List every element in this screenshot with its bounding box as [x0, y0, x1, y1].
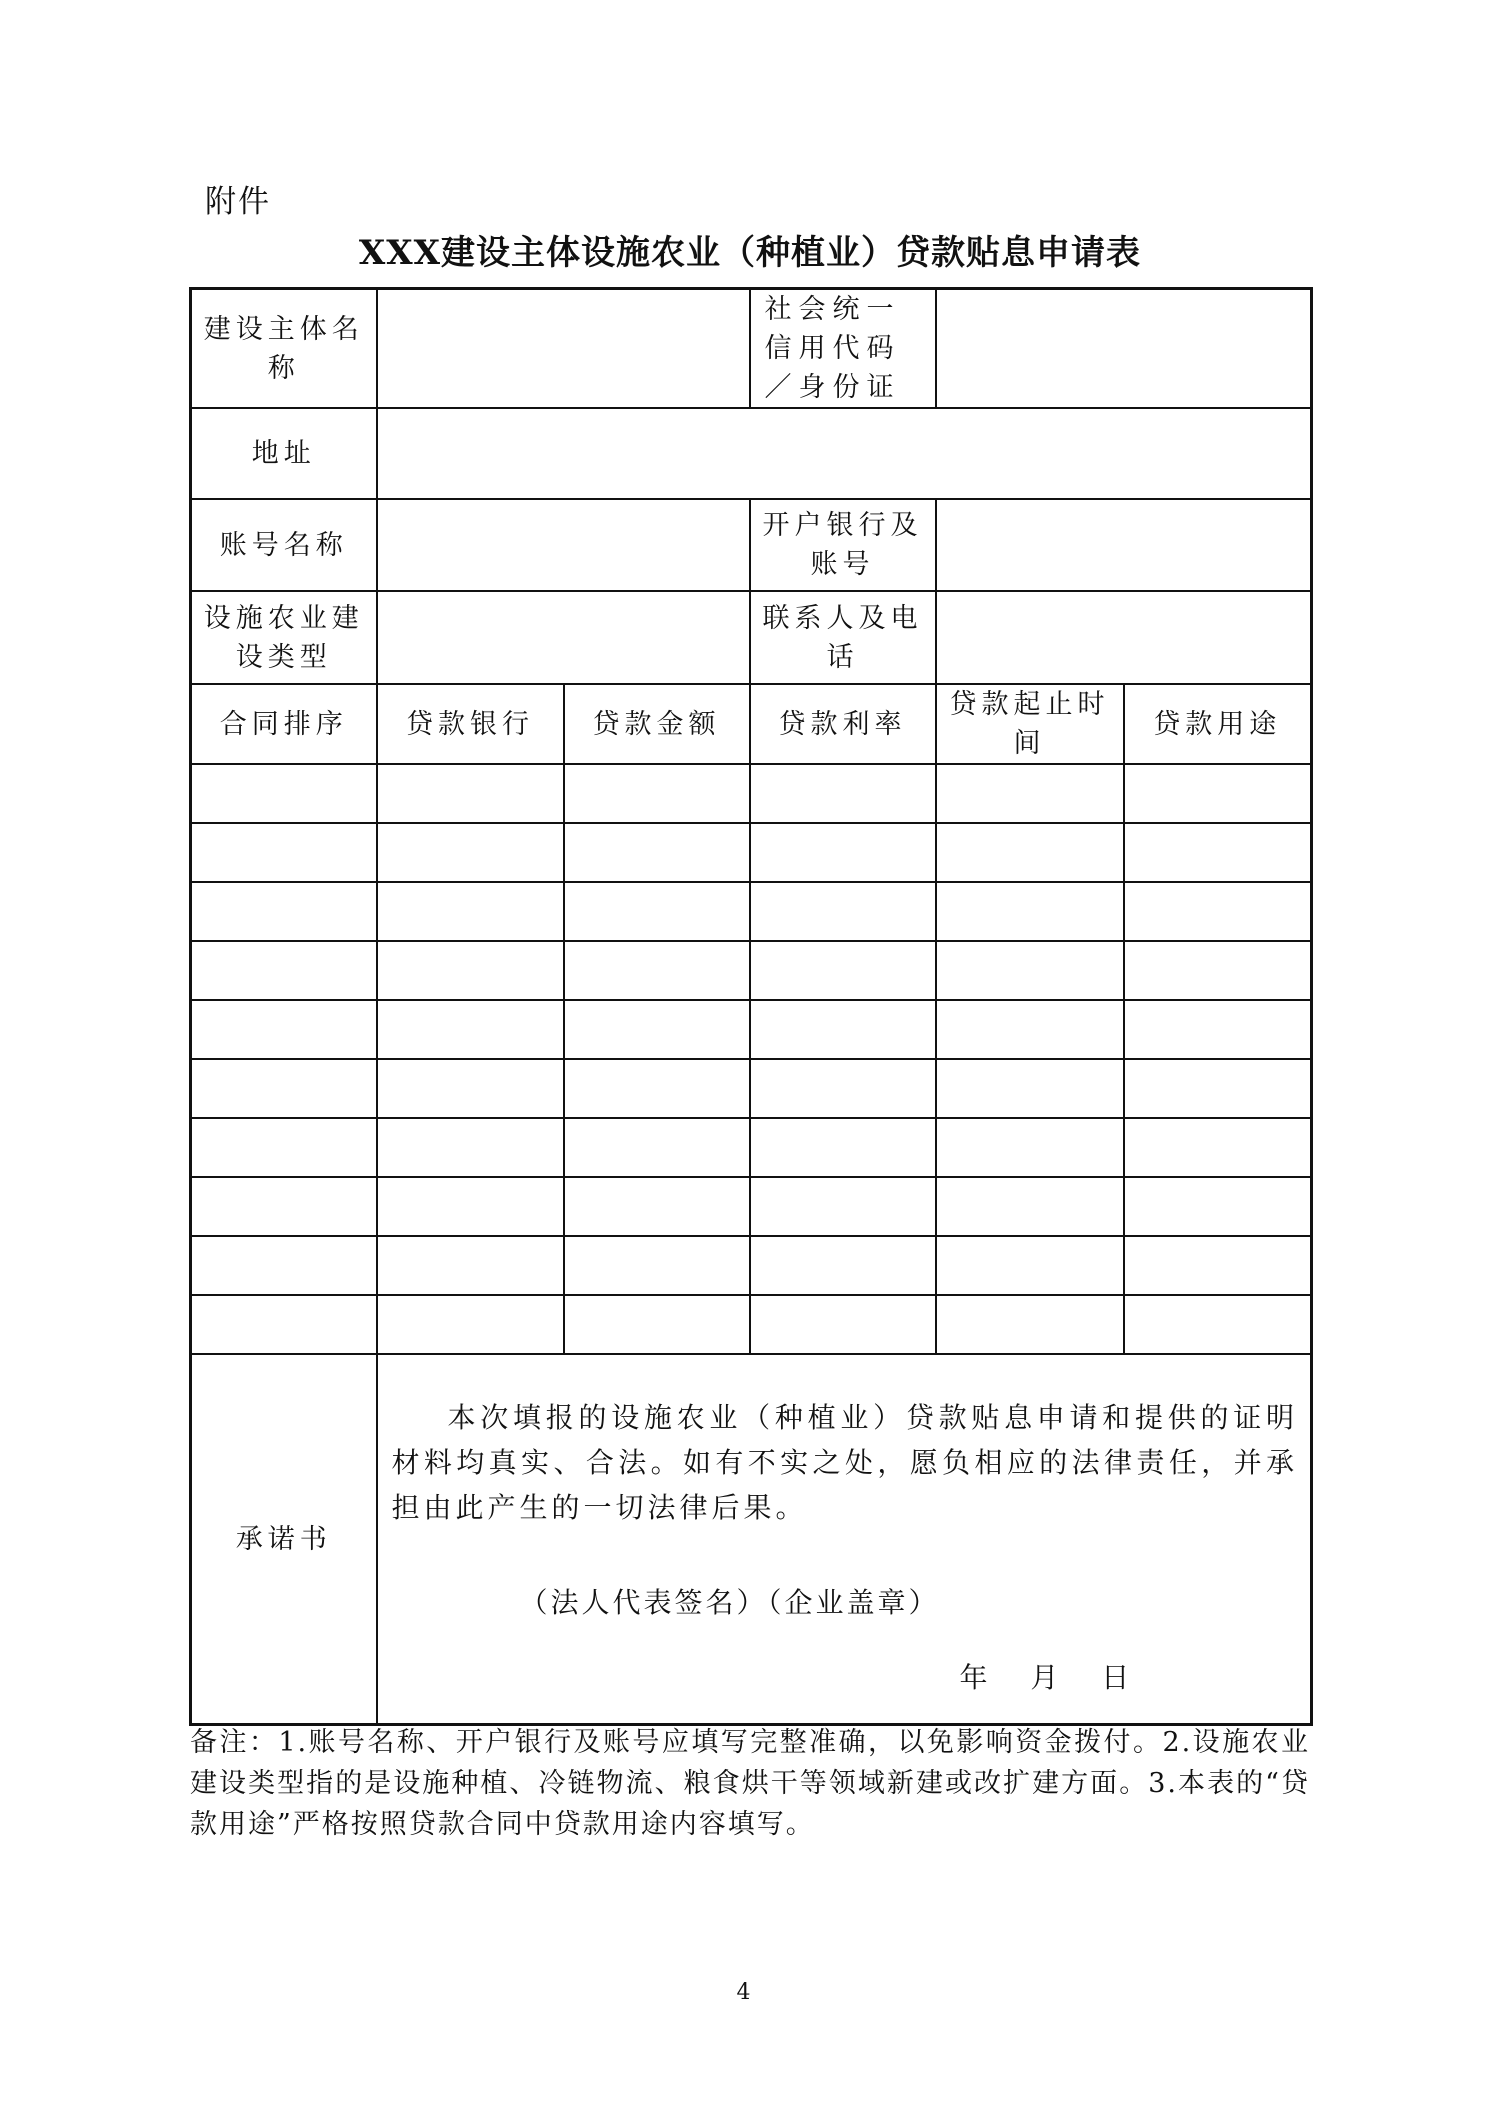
loan-cell[interactable]	[191, 1236, 377, 1295]
loan-cell[interactable]	[377, 1118, 564, 1177]
loan-cell[interactable]	[750, 1059, 936, 1118]
loan-cell[interactable]	[564, 1118, 750, 1177]
loan-cell[interactable]	[1124, 941, 1312, 1000]
loan-cell[interactable]	[936, 823, 1124, 882]
address-value[interactable]	[377, 408, 1312, 499]
loan-cell[interactable]	[377, 1295, 564, 1354]
entity-name-label: 建设主体名称	[191, 289, 377, 409]
table-row	[191, 764, 1312, 823]
loan-cell[interactable]	[377, 1177, 564, 1236]
loan-cell[interactable]	[377, 823, 564, 882]
contact-value[interactable]	[936, 591, 1312, 684]
loan-cell[interactable]	[750, 1236, 936, 1295]
address-label: 地址	[191, 408, 377, 499]
loan-cell[interactable]	[564, 1295, 750, 1354]
application-form-table	[189, 287, 1313, 1726]
loan-cell[interactable]	[1124, 1000, 1312, 1059]
loan-cell[interactable]	[750, 764, 936, 823]
bank-account-value[interactable]	[936, 499, 1312, 591]
date-line: 年 月 日	[959, 1661, 1135, 1694]
form-title: XXX建设主体设施农业（种植业）贷款贴息申请表	[358, 233, 1142, 273]
header-contract-order: 合同排序	[191, 684, 377, 764]
header-loan-rate: 贷款利率	[750, 684, 936, 764]
credit-code-label: 社会统一信用代码／身份证	[750, 289, 936, 409]
header-loan-period: 贷款起止时间	[936, 684, 1124, 764]
loan-cell[interactable]	[377, 1000, 564, 1059]
facility-type-label: 设施农业建设类型	[191, 591, 377, 684]
loan-cell[interactable]	[1124, 1236, 1312, 1295]
loan-cell[interactable]	[936, 1118, 1124, 1177]
contact-label: 联系人及电话	[750, 591, 936, 684]
loan-cell[interactable]	[191, 941, 377, 1000]
loan-cell[interactable]	[191, 1295, 377, 1354]
table-row	[191, 1000, 1312, 1059]
loan-cell[interactable]	[564, 1177, 750, 1236]
header-loan-purpose: 贷款用途	[1124, 684, 1312, 764]
loan-cell[interactable]	[191, 1059, 377, 1118]
account-name-value[interactable]	[377, 499, 750, 591]
signature-line: （法人代表签名）（企业盖章）	[519, 1586, 940, 1619]
loan-cell[interactable]	[191, 1000, 377, 1059]
loan-cell[interactable]	[1124, 764, 1312, 823]
loan-cell[interactable]	[191, 1118, 377, 1177]
loan-cell[interactable]	[564, 941, 750, 1000]
table-row	[191, 1059, 1312, 1118]
facility-type-value[interactable]	[377, 591, 750, 684]
loan-cell[interactable]	[377, 941, 564, 1000]
header-loan-bank: 贷款银行	[377, 684, 564, 764]
loan-cell[interactable]	[564, 1059, 750, 1118]
loan-cell[interactable]	[191, 882, 377, 941]
note-text: 备注：1.账号名称、开户银行及账号应填写完整准确，以免影响资金拨付。2.设施农业建设类型指的是设施种植、冷链物流、粮食烘干等领域新建或改扩建方面。3.本表的“贷款用途”严格按照贷款合同中贷款用途内容填写。	[190, 1727, 1310, 1840]
loan-cell[interactable]	[191, 764, 377, 823]
loan-cell[interactable]	[1124, 1177, 1312, 1236]
loan-cell[interactable]	[936, 1236, 1124, 1295]
loan-cell[interactable]	[564, 1236, 750, 1295]
loan-cell[interactable]	[750, 882, 936, 941]
account-name-label: 账号名称	[191, 499, 377, 591]
loan-cell[interactable]	[936, 1295, 1124, 1354]
loan-cell[interactable]	[750, 1177, 936, 1236]
loan-cell[interactable]	[936, 941, 1124, 1000]
loan-cell[interactable]	[191, 1177, 377, 1236]
pledge-label: 承诺书	[191, 1354, 377, 1725]
loan-cell[interactable]	[191, 823, 377, 882]
loan-cell[interactable]	[1124, 1295, 1312, 1354]
loan-cell[interactable]	[936, 882, 1124, 941]
bank-account-label: 开户银行及账号	[750, 499, 936, 591]
loan-cell[interactable]	[936, 764, 1124, 823]
pledge-text: 本次填报的设施农业（种植业）贷款贴息申请和提供的证明材料均真实、合法。如有不实之处，愿负相应的法律责任，并承担由此产生的一切法律后果。	[391, 1401, 1298, 1524]
loan-cell[interactable]	[1124, 882, 1312, 941]
page-number: 4	[736, 1980, 751, 2005]
entity-name-value[interactable]	[377, 289, 750, 409]
loan-cell[interactable]	[750, 1295, 936, 1354]
loan-cell[interactable]	[936, 1177, 1124, 1236]
table-row	[191, 941, 1312, 1000]
loan-cell[interactable]	[377, 1236, 564, 1295]
loan-cell[interactable]	[936, 1059, 1124, 1118]
loan-cell[interactable]	[750, 1000, 936, 1059]
loan-cell[interactable]	[564, 764, 750, 823]
loan-cell[interactable]	[1124, 823, 1312, 882]
loan-cell[interactable]	[564, 1000, 750, 1059]
loan-cell[interactable]	[750, 941, 936, 1000]
loan-cell[interactable]	[1124, 1118, 1312, 1177]
table-row	[191, 1236, 1312, 1295]
table-row	[191, 1295, 1312, 1354]
credit-code-value[interactable]	[936, 289, 1312, 409]
table-row	[191, 823, 1312, 882]
loan-cell[interactable]	[377, 764, 564, 823]
loan-cell[interactable]	[377, 1059, 564, 1118]
loan-cell[interactable]	[564, 882, 750, 941]
header-loan-amount: 贷款金额	[564, 684, 750, 764]
loan-cell[interactable]	[1124, 1059, 1312, 1118]
loan-cell[interactable]	[936, 1000, 1124, 1059]
table-row	[191, 882, 1312, 941]
loan-cell[interactable]	[377, 882, 564, 941]
table-row	[191, 1118, 1312, 1177]
loan-cell[interactable]	[750, 1118, 936, 1177]
attachment-label: 附件	[205, 184, 271, 220]
loan-cell[interactable]	[750, 823, 936, 882]
pledge-cell	[377, 1354, 1312, 1725]
loan-cell[interactable]	[564, 823, 750, 882]
table-row	[191, 1177, 1312, 1236]
